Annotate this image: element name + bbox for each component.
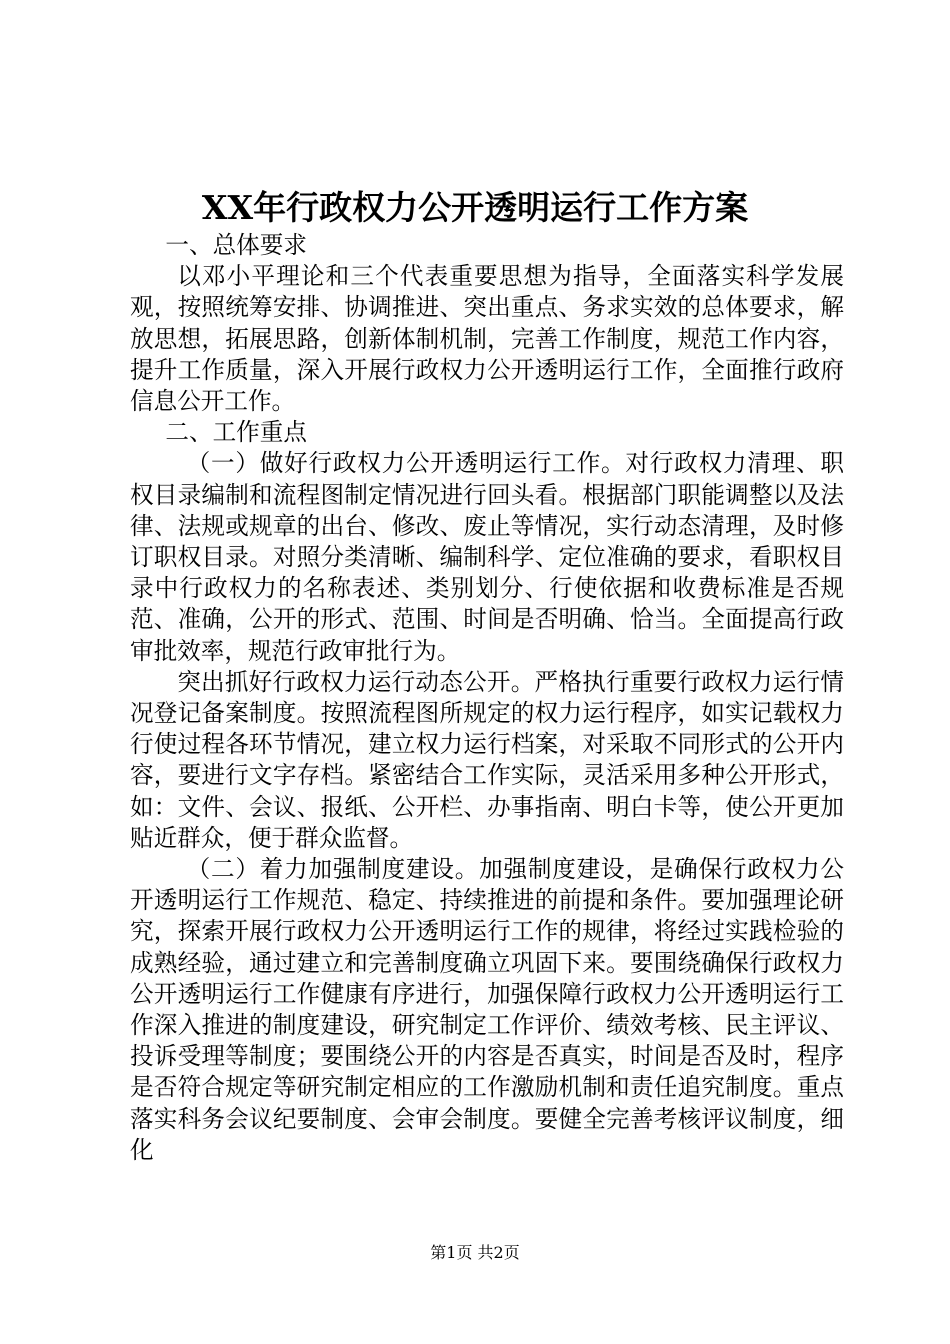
paragraph-focus-two: （二）着力加强制度建设。加强制度建设，是确保行政权力公开透明运行工作规范、稳定、持续推进的前提和条件。要加强理论研究，探索开展行政权力公开透明运行工作的规律，将经过实践检验的成熟经验，通过建立和完善制度确立巩固下来。要围绕确保行政权力公开透明运行工作健康有序进行，加强保障行政权力公开透明运行工作深入推进的制度建设，研究制定工作评价、绩效考核、民主评议、投诉受理等制度；要围绕公开的内容是否真实，时间是否及时，程序是否符合规定等研究制定相应的工作激励机制和责任追究制度。重点落实科务会议纪要制度、会审会制度。要健全完善考核评议制度，细化	[130, 855, 844, 1164]
paragraph-focus-one: （一）做好行政权力公开透明运行工作。对行政权力清理、职权目录编制和流程图制定情况进行回头看。根据部门职能调整以及法律、法规或规章的出台、修改、废止等情况，实行动态清理，及时修订职权目录。对照分类清晰、编制科学、定位准确的要求，看职权目录中行政权力的名称表述、类别划分、行使依据和收费标准是否规范、准确，公开的形式、范围、时间是否明确、恰当。全面提高行政审批效率，规范行政审批行为。	[130, 449, 844, 665]
paragraph-general-requirements: 以邓小平理论和三个代表重要思想为指导，全面落实科学发展观，按照统筹安排、协调推进、突出重点、务求实效的总体要求，解放思想，拓展思路，创新体制机制，完善工作制度，规范工作内容，提升工作质量，深入开展行政权力公开透明运行工作，全面推行政府信息公开工作。	[130, 262, 844, 416]
page-footer: 第1页 共2页	[430, 1243, 520, 1262]
document-body	[130, 230, 844, 1166]
paragraph-dynamic-disclosure: 突出抓好行政权力运行动态公开。严格执行重要行政权力运行情况登记备案制度。按照流程图所规定的权力运行程序，如实记载权力行使过程各环节情况，建立权力运行档案，对采取不同形式的公开内容，要进行文字存档。紧密结合工作实际，灵活采用多种公开形式，如：文件、会议、报纸、公开栏、办事指南、明白卡等，使公开更加贴近群众，便于群众监督。	[130, 667, 844, 852]
document-title: XX年行政权力公开透明运行工作方案	[201, 188, 749, 227]
section-heading-general-requirements: 一、总体要求	[165, 231, 307, 259]
section-heading-work-focus: 二、工作重点	[165, 418, 307, 447]
